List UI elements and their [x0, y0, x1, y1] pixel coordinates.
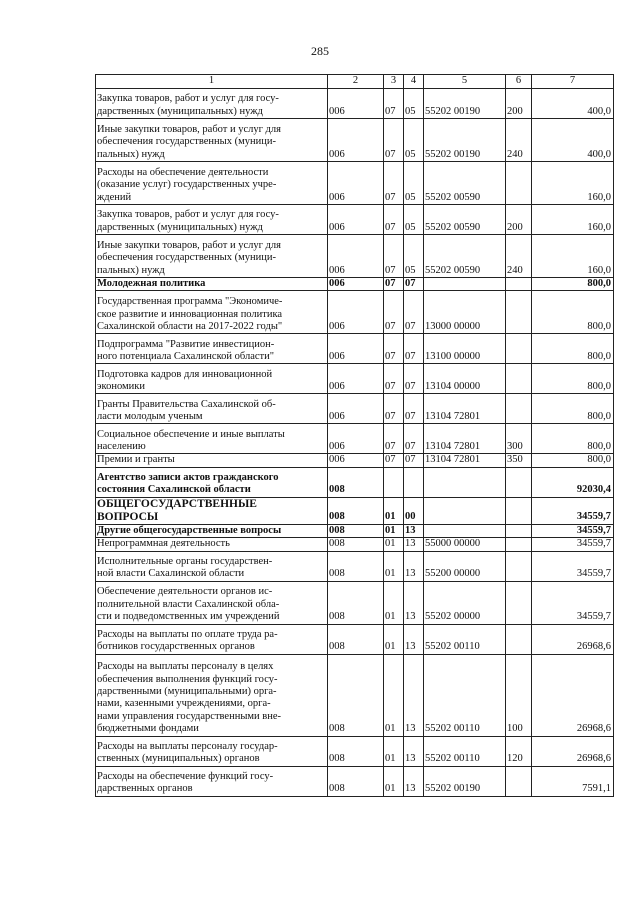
row-target-article-cell: 13104 72801 — [424, 424, 506, 454]
row-target-article-cell: 55202 00000 — [424, 581, 506, 624]
row-amount-cell: 7591,1 — [532, 766, 614, 796]
row-section-cell: 01 — [384, 551, 404, 581]
row-expense-type-cell: 240 — [506, 119, 532, 162]
table-row — [96, 334, 614, 364]
row-target-article-cell: 55202 00590 — [424, 235, 506, 278]
row-expense-type-cell — [506, 551, 532, 581]
row-subsection-cell: 05 — [404, 119, 424, 162]
row-name-cell: Расходы на обеспечение функций госу- дарственных органов — [96, 766, 328, 796]
row-admin-cell: 006 — [328, 119, 384, 162]
row-section-cell: 07 — [384, 162, 404, 205]
row-subsection-cell: 00 — [404, 497, 424, 524]
row-expense-type-cell — [506, 766, 532, 796]
row-expense-type-cell — [506, 624, 532, 654]
row-name-cell: Закупка товаров, работ и услуг для госу- дарственных (муниципальных) нужд — [96, 205, 328, 235]
budget-table — [95, 74, 614, 797]
row-expense-type-cell — [506, 291, 532, 334]
row-amount-cell: 26968,6 — [532, 654, 614, 736]
row-admin-cell: 006 — [328, 278, 384, 291]
table-row — [96, 89, 614, 119]
row-target-article-cell: 55202 00110 — [424, 654, 506, 736]
row-section-cell: 07 — [384, 291, 404, 334]
row-subsection-cell: 13 — [404, 736, 424, 766]
row-subsection-cell: 05 — [404, 235, 424, 278]
page-number: 285 — [311, 44, 329, 58]
row-expense-type-cell — [506, 334, 532, 364]
col-header-name: 1 — [96, 75, 328, 89]
row-admin-cell: 008 — [328, 766, 384, 796]
row-subsection-cell: 07 — [404, 394, 424, 424]
row-name-cell: Государственная программа "Экономиче- ское развитие и инновационная политика Сахалинской области на 2017-2022 годы" — [96, 291, 328, 334]
row-target-article-cell: 13104 00000 — [424, 364, 506, 394]
col-header-amount: 7 — [532, 75, 614, 89]
row-section-cell: 07 — [384, 89, 404, 119]
row-admin-cell: 006 — [328, 394, 384, 424]
row-subsection-cell: 07 — [404, 291, 424, 334]
row-section-cell: 07 — [384, 364, 404, 394]
row-admin-cell: 008 — [328, 736, 384, 766]
row-expense-type-cell: 120 — [506, 736, 532, 766]
col-header-subsection: 4 — [404, 75, 424, 89]
row-amount-cell: 160,0 — [532, 205, 614, 235]
row-admin-cell: 006 — [328, 205, 384, 235]
row-expense-type-cell — [506, 278, 532, 291]
row-section-cell: 01 — [384, 524, 404, 537]
row-expense-type-cell: 350 — [506, 454, 532, 467]
row-subsection-cell: 07 — [404, 364, 424, 394]
row-section-cell: 07 — [384, 394, 404, 424]
row-name-cell: Расходы на выплаты персоналу в целях обеспечения выполнения функций госу- дарственными (муниципальными) орга- нами, казенными учреждениями, орга- нами управления государственными вне- бюджетными фондами — [96, 654, 328, 736]
row-amount-cell: 800,0 — [532, 364, 614, 394]
row-target-article-cell — [424, 278, 506, 291]
row-admin-cell: 006 — [328, 235, 384, 278]
row-target-article-cell: 55202 00110 — [424, 736, 506, 766]
row-expense-type-cell — [506, 524, 532, 537]
row-amount-cell: 400,0 — [532, 119, 614, 162]
row-amount-cell: 800,0 — [532, 334, 614, 364]
row-amount-cell: 160,0 — [532, 235, 614, 278]
row-amount-cell: 160,0 — [532, 162, 614, 205]
row-name-cell: Непрограммная деятельность — [96, 538, 328, 551]
row-target-article-cell: 13104 72801 — [424, 454, 506, 467]
row-amount-cell: 34559,7 — [532, 538, 614, 551]
row-section-cell: 07 — [384, 205, 404, 235]
row-amount-cell: 800,0 — [532, 394, 614, 424]
table-row — [96, 119, 614, 162]
row-amount-cell: 400,0 — [532, 89, 614, 119]
table-row — [96, 467, 614, 497]
row-section-cell — [384, 467, 404, 497]
row-section-cell: 01 — [384, 736, 404, 766]
row-amount-cell: 800,0 — [532, 278, 614, 291]
row-target-article-cell: 55000 00000 — [424, 538, 506, 551]
row-name-cell: Другие общегосударственные вопросы — [96, 524, 328, 537]
row-name-cell: Расходы на выплаты персоналу государ- ственных (муниципальных) органов — [96, 736, 328, 766]
row-subsection-cell: 13 — [404, 524, 424, 537]
row-amount-cell: 800,0 — [532, 454, 614, 467]
table-row — [96, 538, 614, 551]
row-admin-cell: 006 — [328, 291, 384, 334]
table-row — [96, 581, 614, 624]
row-amount-cell: 800,0 — [532, 291, 614, 334]
row-amount-cell: 34559,7 — [532, 497, 614, 524]
row-target-article-cell: 55202 00190 — [424, 119, 506, 162]
row-expense-type-cell — [506, 162, 532, 205]
row-name-cell: Расходы на выплаты по оплате труда ра- ботников государственных органов — [96, 624, 328, 654]
row-amount-cell: 800,0 — [532, 424, 614, 454]
table-row — [96, 624, 614, 654]
row-expense-type-cell: 200 — [506, 205, 532, 235]
row-amount-cell: 92030,4 — [532, 467, 614, 497]
row-expense-type-cell — [506, 581, 532, 624]
row-admin-cell: 008 — [328, 538, 384, 551]
row-name-cell: ОБЩЕГОСУДАРСТВЕННЫЕ ВОПРОСЫ — [96, 497, 328, 524]
col-header-section: 3 — [384, 75, 404, 89]
row-admin-cell: 006 — [328, 454, 384, 467]
row-admin-cell: 008 — [328, 654, 384, 736]
row-admin-cell: 008 — [328, 624, 384, 654]
row-subsection-cell: 07 — [404, 454, 424, 467]
row-admin-cell: 006 — [328, 364, 384, 394]
table-row — [96, 654, 614, 736]
row-section-cell: 01 — [384, 538, 404, 551]
table-row — [96, 736, 614, 766]
row-subsection-cell: 07 — [404, 278, 424, 291]
row-admin-cell: 006 — [328, 424, 384, 454]
row-expense-type-cell: 100 — [506, 654, 532, 736]
row-expense-type-cell — [506, 394, 532, 424]
row-subsection-cell: 05 — [404, 89, 424, 119]
table-row — [96, 394, 614, 424]
row-name-cell: Подготовка кадров для инновационной экономики — [96, 364, 328, 394]
row-subsection-cell: 05 — [404, 162, 424, 205]
table-row — [96, 364, 614, 394]
row-section-cell: 07 — [384, 454, 404, 467]
row-target-article-cell — [424, 467, 506, 497]
row-target-article-cell: 55200 00000 — [424, 551, 506, 581]
row-name-cell: Исполнительные органы государствен- ной власти Сахалинской области — [96, 551, 328, 581]
row-amount-cell: 26968,6 — [532, 736, 614, 766]
row-expense-type-cell — [506, 467, 532, 497]
row-admin-cell: 008 — [328, 581, 384, 624]
row-subsection-cell: 13 — [404, 766, 424, 796]
row-expense-type-cell — [506, 538, 532, 551]
row-target-article-cell: 13000 00000 — [424, 291, 506, 334]
table-row — [96, 235, 614, 278]
row-section-cell: 01 — [384, 654, 404, 736]
table-row — [96, 497, 614, 524]
row-section-cell: 01 — [384, 766, 404, 796]
row-subsection-cell — [404, 467, 424, 497]
row-section-cell: 01 — [384, 581, 404, 624]
row-admin-cell: 006 — [328, 89, 384, 119]
row-expense-type-cell — [506, 364, 532, 394]
row-amount-cell: 34559,7 — [532, 551, 614, 581]
row-name-cell: Иные закупки товаров, работ и услуг для обеспечения государственных (муници- пальных) нужд — [96, 119, 328, 162]
row-name-cell: Агентство записи актов гражданского состояния Сахалинской области — [96, 467, 328, 497]
table-row — [96, 766, 614, 796]
table-row — [96, 205, 614, 235]
row-subsection-cell: 13 — [404, 624, 424, 654]
row-admin-cell: 008 — [328, 467, 384, 497]
row-subsection-cell: 05 — [404, 205, 424, 235]
row-section-cell: 07 — [384, 119, 404, 162]
row-name-cell: Молодежная политика — [96, 278, 328, 291]
row-section-cell: 07 — [384, 235, 404, 278]
table-row — [96, 424, 614, 454]
row-amount-cell: 34559,7 — [532, 524, 614, 537]
row-target-article-cell: 55202 00190 — [424, 89, 506, 119]
row-subsection-cell: 07 — [404, 424, 424, 454]
row-target-article-cell: 55202 00590 — [424, 205, 506, 235]
row-subsection-cell: 13 — [404, 654, 424, 736]
row-admin-cell: 008 — [328, 524, 384, 537]
row-name-cell: Подпрограмма "Развитие инвестицион- ного потенциала Сахалинской области" — [96, 334, 328, 364]
row-expense-type-cell — [506, 497, 532, 524]
row-admin-cell: 006 — [328, 162, 384, 205]
table-row — [96, 278, 614, 291]
table-row — [96, 454, 614, 467]
row-subsection-cell: 13 — [404, 581, 424, 624]
row-section-cell: 01 — [384, 624, 404, 654]
table-row — [96, 524, 614, 537]
table-row — [96, 551, 614, 581]
row-admin-cell: 008 — [328, 497, 384, 524]
row-expense-type-cell: 200 — [506, 89, 532, 119]
row-section-cell: 07 — [384, 424, 404, 454]
row-admin-cell: 008 — [328, 551, 384, 581]
col-header-expense-type: 6 — [506, 75, 532, 89]
table-row — [96, 162, 614, 205]
col-header-target-article: 5 — [424, 75, 506, 89]
row-target-article-cell: 55202 00110 — [424, 624, 506, 654]
row-name-cell: Обеспечение деятельности органов ис- полнительной власти Сахалинской обла- сти и подведомственных им учреждений — [96, 581, 328, 624]
row-section-cell: 07 — [384, 334, 404, 364]
header-row — [96, 75, 614, 89]
row-target-article-cell: 13100 00000 — [424, 334, 506, 364]
row-subsection-cell: 13 — [404, 551, 424, 581]
row-target-article-cell: 55202 00590 — [424, 162, 506, 205]
row-name-cell: Гранты Правительства Сахалинской об- ласти молодым ученым — [96, 394, 328, 424]
col-header-admin: 2 — [328, 75, 384, 89]
row-amount-cell: 34559,7 — [532, 581, 614, 624]
row-expense-type-cell: 300 — [506, 424, 532, 454]
row-target-article-cell: 55202 00190 — [424, 766, 506, 796]
row-name-cell: Расходы на обеспечение деятельности (оказание услуг) государственных учре- ждений — [96, 162, 328, 205]
row-section-cell: 07 — [384, 278, 404, 291]
table-row — [96, 291, 614, 334]
row-subsection-cell: 13 — [404, 538, 424, 551]
row-section-cell: 01 — [384, 497, 404, 524]
row-subsection-cell: 07 — [404, 334, 424, 364]
row-name-cell: Закупка товаров, работ и услуг для госу- дарственных (муниципальных) нужд — [96, 89, 328, 119]
row-target-article-cell — [424, 524, 506, 537]
row-name-cell: Социальное обеспечение и иные выплаты населению — [96, 424, 328, 454]
row-target-article-cell — [424, 497, 506, 524]
row-amount-cell: 26968,6 — [532, 624, 614, 654]
row-name-cell: Иные закупки товаров, работ и услуг для обеспечения государственных (муници- пальных) нужд — [96, 235, 328, 278]
row-admin-cell: 006 — [328, 334, 384, 364]
row-expense-type-cell: 240 — [506, 235, 532, 278]
row-name-cell: Премии и гранты — [96, 454, 328, 467]
row-target-article-cell: 13104 72801 — [424, 394, 506, 424]
